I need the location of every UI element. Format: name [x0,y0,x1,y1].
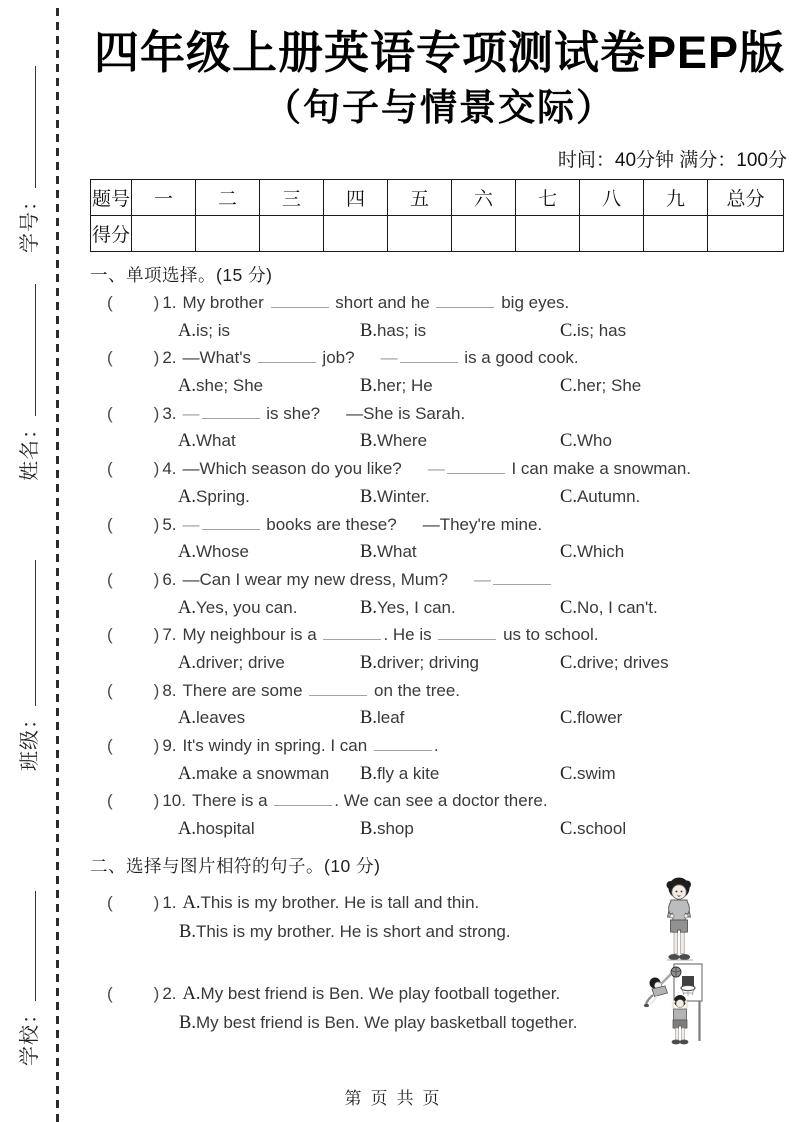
sidebar-field-label-school: 学校： [19,1003,41,1066]
score-cell-empty [644,216,708,252]
question-1 [90,289,789,344]
option-text: is; has [576,320,627,340]
sidebar-field-blank-student-number [32,66,36,188]
score-table-header-cell: 九 [644,180,708,216]
question-number: 1. [162,892,177,912]
option-text: What [376,542,417,562]
option-letter: A. [178,376,196,397]
paren-close: ) [153,625,160,645]
score-cell-empty [452,216,516,252]
option-letter: C. [560,320,577,341]
fill-in-blank [271,294,329,308]
section2-heading: 二、选择与图片相符的句子。(10 分) [90,855,381,876]
option-text: her; He [376,376,433,396]
answer-parentheses [107,984,159,1003]
option-c [560,649,669,677]
paren-open: ( [107,625,113,645]
option-letter: B. [360,542,377,563]
option-text: Which [576,542,625,562]
options-row [90,538,789,566]
paren-open: ( [107,983,113,1003]
question-number: 7. [162,625,177,645]
question-line [90,566,789,594]
paren-open: ( [107,892,113,912]
option-text: make a snowman [196,763,330,783]
question-text: . He is [383,625,437,645]
question-text: —Which season do you like? [182,459,402,479]
option-c [560,760,616,788]
option-text: her; She [576,376,642,396]
score-cell-empty [388,216,452,252]
option-letter: A. [178,708,196,729]
question-number: 10. [162,791,186,811]
score-cell-empty [708,216,784,252]
sidebar-field-student-number [13,66,42,253]
question-10 [90,787,789,842]
dialogue-dash: — [380,348,398,368]
score-cell-empty [580,216,644,252]
sidebar-field-blank-class [32,560,36,706]
options-row [90,649,789,677]
question-line [90,621,789,649]
question-line [90,787,789,815]
answer-parentheses [107,681,159,700]
score-cell-empty [260,216,324,252]
score-table [90,179,784,252]
option-b [360,760,560,788]
dashed-cut-line [56,8,59,1122]
question-text: —They're mine. [422,514,543,534]
option-b [360,594,560,622]
fill-in-blank [258,349,316,363]
choice-letter: B. [179,921,196,942]
choice-text: This is my brother. He is short and strong. [195,921,511,941]
question-text: —She is Sarah. [346,403,466,423]
sidebar-field-label-class: 班级： [19,708,41,771]
score-table-header-cell: 二 [196,180,260,216]
answer-parentheses [107,404,159,423]
question-text: is she? [261,403,321,423]
option-a [178,649,360,677]
option-c [560,594,658,622]
option-letter: B. [360,597,377,618]
question-text: on the tree. [369,680,460,700]
option-letter: A. [178,597,196,618]
score-table-header-cell: 六 [452,180,516,216]
question-3 [90,400,789,455]
option-a [178,427,360,455]
option-b [360,483,560,511]
dialogue-dash: — [182,403,200,423]
option-letter: A. [178,486,196,507]
option-a [178,317,360,345]
option-letter: C. [560,652,577,673]
fill-in-blank [323,626,381,640]
question-2 [90,344,789,399]
paren-open: ( [107,569,113,589]
option-text: swim [576,763,616,783]
option-text: is; is [196,320,230,340]
question-line [90,677,789,705]
sidebar-field-student-name [13,284,42,481]
question-text: My neighbour is a [182,625,322,645]
option-c [560,704,622,732]
fill-in-blank [374,737,432,751]
paren-close: ) [153,791,160,811]
score-table-header-cell: 一 [132,180,196,216]
paren-open: ( [107,293,113,312]
option-text: driver; driving [376,652,480,672]
sidebar-field-label-student-number: 学号： [19,190,41,253]
option-a [178,815,360,843]
option-letter: B. [360,652,377,673]
paren-close: ) [153,892,160,912]
score-table-header-cell: 八 [580,180,644,216]
paren-close: ) [153,514,160,534]
option-letter: C. [560,486,577,507]
tall-thin-boy-illustration [656,876,702,971]
question-text: books are these? [261,514,397,534]
question-line [90,511,789,539]
option-letter: B. [360,431,377,452]
option-letter: A. [178,431,196,452]
fill-in-blank [202,516,260,530]
score-table-corner-cell: 题号 [91,180,132,216]
option-a [178,594,360,622]
options-row [90,815,789,843]
fill-in-blank [493,571,551,585]
dialogue-dash: — [182,514,200,534]
option-letter: A. [178,763,196,784]
question-text: . [433,736,439,755]
option-letter: C. [560,542,577,563]
option-text: she; She [196,376,264,396]
fill-in-blank [400,349,458,363]
option-letter: B. [360,708,377,729]
option-c [560,317,626,345]
option-a [178,704,360,732]
paren-close: ) [153,680,160,700]
option-c [560,372,641,400]
option-b [360,427,560,455]
paren-close: ) [153,983,160,1003]
sidebar-field-class [13,560,42,771]
option-text: leaves [196,708,246,728]
question-text: There is a [191,791,273,811]
paren-close: ) [153,459,160,479]
score-cell-empty [324,216,388,252]
footer-page-label: 第页共页 [344,1089,449,1108]
paren-close: ) [153,569,160,589]
answer-parentheses [107,348,159,367]
option-text: What [196,431,236,451]
choice-letter: B. [179,1012,196,1033]
question-text: job? [317,348,355,368]
choice-text: This is my brother. He is tall and thin. [200,892,480,912]
choice-letter: A. [182,983,201,1004]
option-letter: C. [560,708,577,729]
exam-time-score-meta: 时间：40分钟 满分：100分 [557,150,787,171]
options-row [90,704,789,732]
options-row [90,372,789,400]
option-text: Spring. [196,486,250,506]
question-number: 2. [162,348,177,368]
option-text: drive; drives [576,652,669,672]
page-subtitle: （句子与情景交际） [264,87,615,128]
option-letter: C. [560,819,577,840]
options-row [90,483,789,511]
question-8 [90,677,789,732]
option-c [560,483,640,511]
question-number: 5. [162,514,177,534]
question-text: is a good cook. [459,348,579,368]
paren-close: ) [153,348,160,368]
option-text: Where [376,431,428,451]
option-letter: A. [178,542,196,563]
paren-close: ) [153,736,160,755]
answer-parentheses [107,570,159,589]
options-row [90,317,789,345]
question-line [90,732,789,760]
choice-text: My best friend is Ben. We play football together. [200,983,561,1003]
question-line [90,289,789,317]
score-table-header-cell: 总分 [708,180,784,216]
paren-open: ( [107,348,113,368]
option-b [360,815,560,843]
score-table-header-cell: 三 [260,180,324,216]
option-text: school [576,819,627,839]
question-text: us to school. [498,625,599,645]
option-text: fly a kite [376,763,440,783]
option-text: hospital [196,819,255,839]
score-cell-empty [132,216,196,252]
paren-open: ( [107,680,113,700]
option-text: Whose [196,542,249,562]
paren-close: ) [153,293,160,312]
option-letter: B. [360,819,377,840]
option-letter: B. [360,486,377,507]
answer-parentheses [107,791,159,810]
option-letter: C. [560,431,577,452]
question-7 [90,621,789,676]
option-a [178,483,360,511]
paren-open: ( [107,791,113,811]
question-line [90,455,789,483]
question-line [90,400,789,428]
option-letter: A. [178,320,196,341]
paren-open: ( [107,459,113,479]
sidebar-field-school [13,891,42,1066]
option-letter: C. [560,376,577,397]
option-a [178,538,360,566]
dialogue-dash: — [474,569,491,589]
option-text: Yes, I can. [376,597,456,617]
options-row [90,594,789,622]
question-6 [90,566,789,621]
option-text: shop [376,819,414,839]
answer-parentheses [107,625,159,644]
section1-heading: 一、单项选择。(15 分) [90,265,273,285]
option-text: Who [576,431,612,451]
fill-in-blank [274,792,332,806]
choice-text: My best friend is Ben. We play basketball together. [195,1012,578,1032]
option-letter: A. [178,652,196,673]
option-letter: C. [560,597,577,618]
option-text: has; is [376,320,427,340]
question-text: big eyes. [496,293,570,312]
question-text: It's windy in spring. I can [182,736,372,755]
option-text: Yes, you can. [196,597,298,617]
question-number: 8. [162,680,177,700]
option-text: flower [576,708,623,728]
option-letter: A. [178,819,196,840]
option-letter: B. [360,376,377,397]
sidebar-field-blank-school [32,891,36,1001]
option-a [178,760,360,788]
option-text: No, I can't. [576,597,658,617]
option-text: Autumn. [576,486,641,506]
page-title: 四年级上册英语专项测试卷PEP版 [93,27,786,78]
paren-close: ) [153,403,160,423]
option-b [360,317,560,345]
sidebar-field-label-student-name: 姓名： [19,418,41,481]
option-letter: B. [360,320,377,341]
fill-in-blank [202,405,260,419]
question-4 [90,455,789,510]
paren-open: ( [107,736,113,755]
fill-in-blank [309,682,367,696]
question-5 [90,511,789,566]
answer-parentheses [107,459,159,478]
fill-in-blank [436,294,494,308]
question-text: —What's [182,348,256,368]
answer-parentheses [107,293,159,312]
question-number: 6. [162,569,177,589]
option-b [360,372,560,400]
score-cell-empty [516,216,580,252]
question-text: I can make a snowman. [506,459,692,479]
answer-parentheses [107,515,159,534]
question-number: 9. [162,736,177,755]
option-text: Winter. [376,486,430,506]
option-text: leaf [376,708,405,728]
answer-parentheses [107,893,159,912]
option-c [560,538,624,566]
fill-in-blank [447,460,505,474]
sidebar-field-blank-student-name [32,284,36,416]
question-text: My brother [182,293,269,312]
options-row [90,760,789,788]
option-c [560,427,612,455]
question-number: 4. [162,459,177,479]
option-b [360,649,560,677]
answer-parentheses [107,736,159,755]
choice-letter: A. [182,892,201,913]
option-b [360,704,560,732]
question-text: —Can I wear my new dress, Mum? [182,569,448,589]
score-table-header-cell: 五 [388,180,452,216]
question-number: 1. [162,293,177,312]
question-text: short and he [330,293,435,312]
question-9 [90,732,789,787]
question-number: 3. [162,403,177,423]
score-table-header-cell: 七 [516,180,580,216]
kids-playing-basketball-illustration [643,961,709,1054]
option-text: driver; drive [196,652,285,672]
score-cell-empty [196,216,260,252]
section1-questions [90,289,789,843]
paren-open: ( [107,403,113,423]
dialogue-dash: — [427,459,445,479]
option-b [360,538,560,566]
option-letter: C. [560,763,577,784]
option-a [178,372,360,400]
score-row-label: 得分 [91,216,132,252]
fill-in-blank [438,626,496,640]
option-letter: B. [360,763,377,784]
question-text: There are some [182,680,308,700]
question-text: . We can see a doctor there. [334,791,548,811]
question-line [90,344,789,372]
score-table-header-cell: 四 [324,180,388,216]
paren-open: ( [107,514,113,534]
options-row [90,427,789,455]
question-number: 2. [162,983,177,1003]
option-c [560,815,626,843]
